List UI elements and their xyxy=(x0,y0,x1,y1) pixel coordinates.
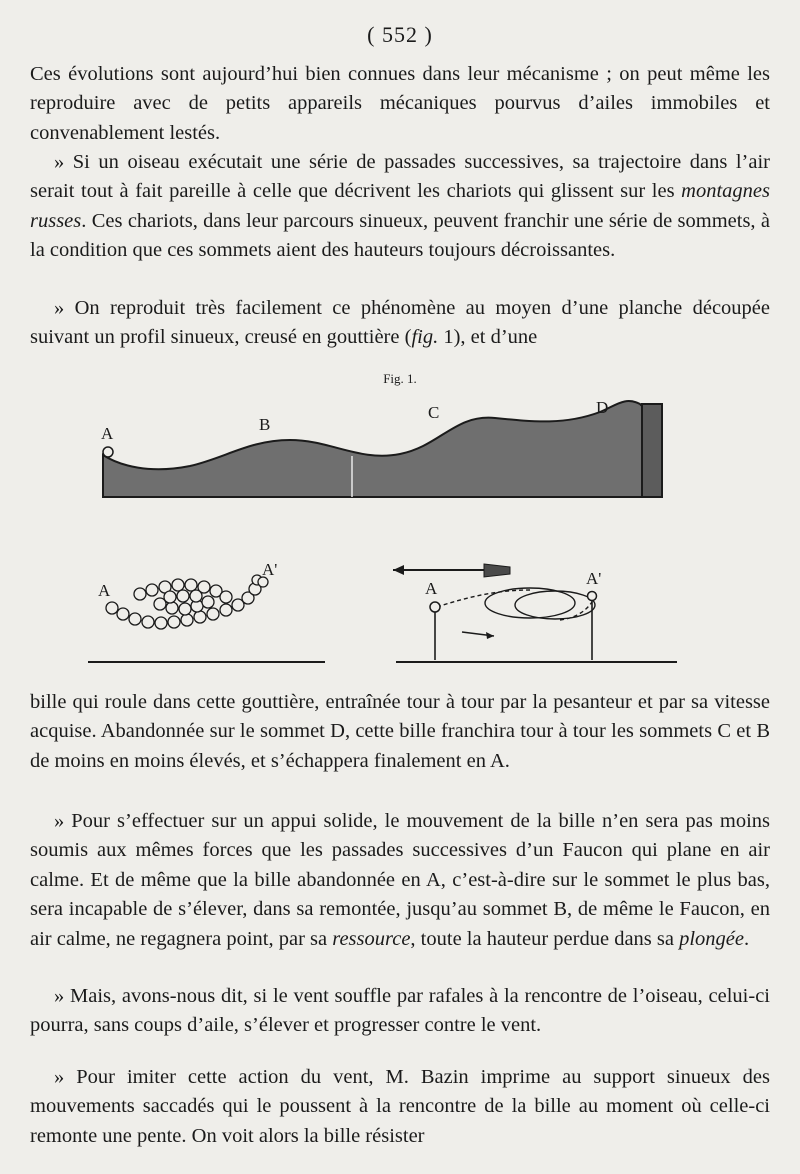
paragraph-6: » Pour imiter cette action du vent, M. Bazin imprime au support sinueux des mouvements saccadés qui le poussent à la rencontre de la bille au moment où celle-ci remonte une pente. On voit alors la bille résister xyxy=(30,1066,770,1147)
orbit-paths xyxy=(437,588,595,620)
paragraph-4-text-c: . xyxy=(744,927,750,950)
paragraph-4-emphasis-1: ressource xyxy=(332,927,411,950)
paragraph-3-text-a: » On reproduit très facilement ce phénomène au moyen d’une planche découpée suivant un profil sinueux, creusé en gouttière ( xyxy=(30,297,770,349)
label-B: B xyxy=(259,415,271,434)
figure-caption: Fig. 1. xyxy=(383,371,417,386)
page-number: ( 552 ) xyxy=(367,22,433,47)
right-label-A: A xyxy=(425,579,438,598)
paragraph-2-text-a: » Si un oiseau exécutait une série de passades successives, sa trajectoire dans l’air serait tout à fait pareille à celle que décrivent les chariots qui glissent sur les xyxy=(30,151,770,203)
small-arrow xyxy=(462,632,494,639)
coiled-trajectory xyxy=(106,575,268,629)
wind-arrow xyxy=(393,564,510,577)
sinuous-board xyxy=(103,401,662,497)
paragraph-3-continued: bille qui roule dans cette gouttière, entraînée tour à tour par la pesanteur et par sa vitesse acquise. Abandonnée sur le sommet D, cette bille franchira tour à tour les sommets C et B de moins en moins élevés, et s’échappera finalement en A. xyxy=(30,691,770,772)
paragraph-5: » Mais, avons-nous dit, si le vent souffle par rafales à la rencontre de l’oiseau, celui-ci pourra, sans coups d’aile, s’élever et progresser contre le vent. xyxy=(30,985,770,1037)
paragraph-3-text-b: 1), et d’une xyxy=(438,326,538,349)
paragraph-3-emphasis: fig. xyxy=(411,326,439,349)
paragraph-2-emphasis: montagnes russes xyxy=(30,180,770,232)
paragraph-1: Ces évolutions sont aujourd’hui bien connues dans leur mécanisme ; on peut même les reproduire avec de petits appareils mécaniques pourvus d’ailes immobiles et convenablement lestés. xyxy=(30,63,770,144)
paragraph-4 xyxy=(30,807,770,954)
paragraph-4-text-a: » Pour s’effectuer sur un appui solide, le mouvement de la bille n’en sera pas moins soumis aux mêmes forces que les passades successives d’un Faucon qui plane en air calme. Et de même que la bille abandonnée en A, c’est-à-dire sur le sommet le plus bas, sera incapable de s’élever, dans sa remontée, jusqu’au sommet B, de même le Faucon, en air calme, ne regagnera point, par sa xyxy=(30,810,770,950)
right-label-A-prime: A' xyxy=(586,569,602,588)
left-label-A-prime: A' xyxy=(262,560,278,579)
label-C: C xyxy=(428,403,440,422)
left-label-A: A xyxy=(98,581,111,600)
paragraph-4-emphasis-2: plongée xyxy=(679,927,745,950)
paragraph-2-text-b: . Ces chariots, dans leur parcours sinueux, peuvent franchir une série de sommets, à la condition que ces sommets aient des hauteurs toujours décroissantes. xyxy=(30,209,770,262)
paragraph-4-text-b: , toute la hauteur perdue dans sa xyxy=(410,927,680,950)
label-A: A xyxy=(101,424,114,443)
support-posts xyxy=(430,592,597,661)
label-D: D xyxy=(596,398,609,417)
